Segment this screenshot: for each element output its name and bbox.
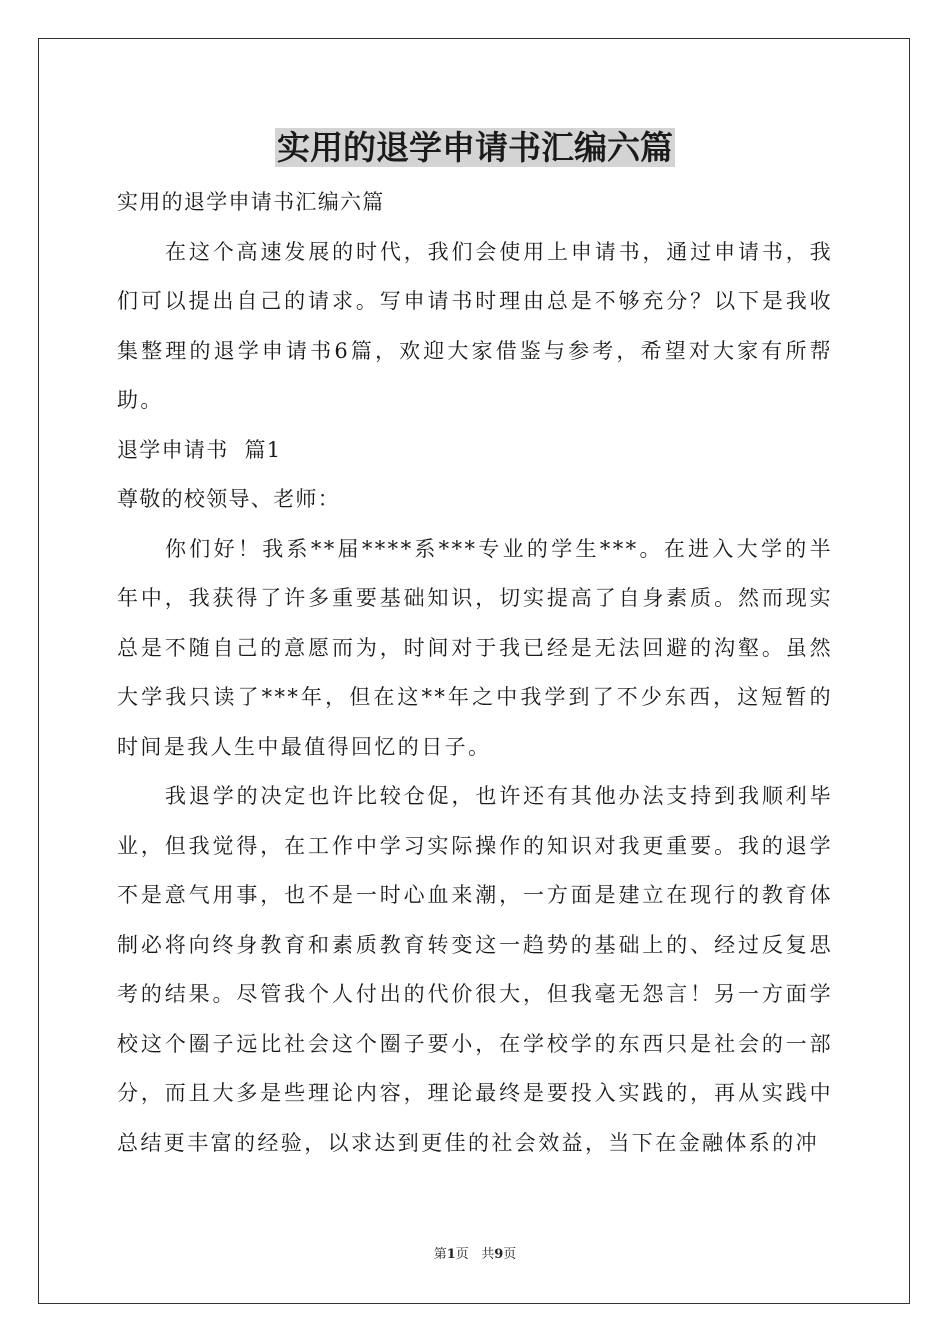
current-page-number: 1: [446, 1247, 456, 1262]
section-heading: 退学申请书 篇1: [117, 437, 282, 462]
document-title-text: 实用的退学申请书汇编六篇: [277, 128, 673, 167]
page-prefix: 第: [433, 1247, 447, 1262]
page-footer: [0, 1246, 950, 1264]
document-title: [0, 126, 950, 170]
document-body: [117, 178, 833, 1168]
total-prefix: 共: [481, 1247, 495, 1262]
page-suffix: 页: [455, 1247, 469, 1262]
total-pages-number: 9: [494, 1247, 504, 1262]
body-paragraph: 你们好！我系**届****系***专业的学生***。在进入大学的半年中，我获得了许多重要基础知识，切实提高了自身素质。然而现实总是不随自己的意愿而为，时间对于我已经是无法回避的沟壑。虽然大学我只读了***年，但在这**年之中我学到了不少东西，这短暂的时间是我人生中最值得回忆的日子。: [117, 536, 833, 759]
intro-paragraph: 在这个高速发展的时代，我们会使用上申请书，通过申请书，我们可以提出自己的请求。写申请书时理由总是不够充分？以下是我收集整理的退学申请书6篇，欢迎大家借鉴与参考，希望对大家有所帮助。: [117, 239, 833, 412]
subtitle-line: 实用的退学申请书汇编六篇: [117, 190, 385, 214]
total-suffix: 页: [503, 1247, 517, 1262]
salutation: 尊敬的校领导、老师：: [117, 487, 340, 511]
body-paragraph: 我退学的决定也许比较仓促，也许还有其他办法支持到我顺利毕业，但我觉得，在工作中学习实际操作的知识对我更重要。我的退学不是意气用事，也不是一时心血来潮，一方面是建立在现行的教育体制必将向终身教育和素质教育转变这一趋势的基础上的、经过反复思考的结果。尽管我个人付出的代价很大，但我毫无怨言！另一方面学校这个圈子远比社会这个圈子要小，在学校学的东西只是社会的一部分，而且大多是些理论内容，理论最终是要投入实践的，再从实践中总结更丰富的经验，以求达到更佳的社会效益，当下在金融体系的冲: [117, 784, 833, 1155]
